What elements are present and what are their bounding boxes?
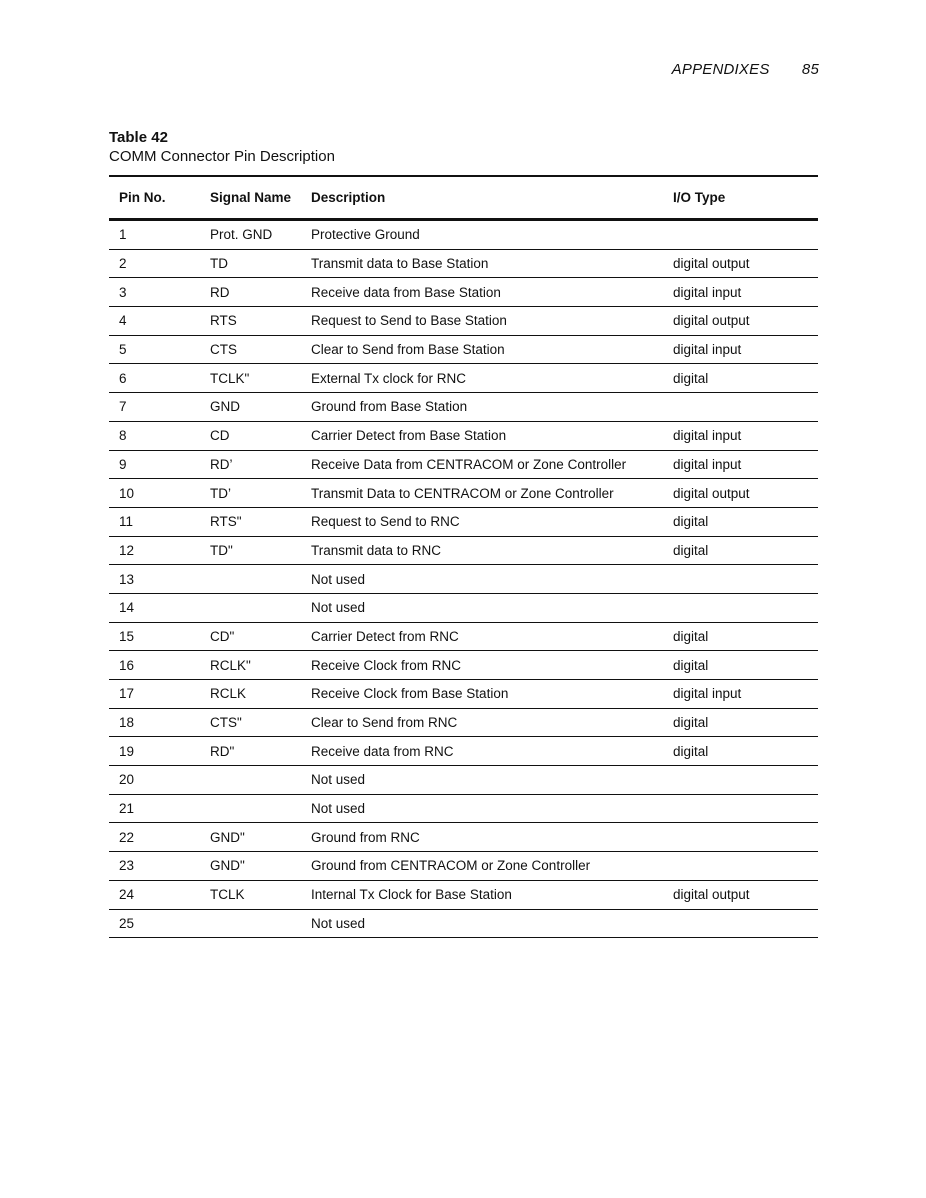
cell-signal: GND" bbox=[210, 852, 311, 881]
table-row bbox=[109, 450, 818, 479]
table-title: COMM Connector Pin Description bbox=[109, 148, 335, 165]
table-row bbox=[109, 507, 818, 536]
cell-description: Not used bbox=[311, 593, 673, 622]
cell-signal: CTS bbox=[210, 335, 311, 364]
table-row bbox=[109, 220, 818, 250]
table-body bbox=[109, 220, 818, 938]
cell-io-type: digital input bbox=[673, 421, 818, 450]
cell-description: Receive data from Base Station bbox=[311, 278, 673, 307]
cell-pin: 10 bbox=[109, 479, 210, 508]
table-row bbox=[109, 307, 818, 336]
cell-pin: 25 bbox=[109, 909, 210, 938]
cell-description: Not used bbox=[311, 794, 673, 823]
cell-io-type: digital bbox=[673, 507, 818, 536]
cell-signal: TD’ bbox=[210, 479, 311, 508]
cell-description: Receive Clock from Base Station bbox=[311, 680, 673, 709]
cell-io-type: digital input bbox=[673, 278, 818, 307]
column-header-description: Description bbox=[311, 176, 673, 220]
cell-io-type: digital input bbox=[673, 335, 818, 364]
cell-description: External Tx clock for RNC bbox=[311, 364, 673, 393]
cell-description: Carrier Detect from RNC bbox=[311, 622, 673, 651]
header-row bbox=[109, 176, 818, 220]
cell-pin: 11 bbox=[109, 507, 210, 536]
cell-pin: 21 bbox=[109, 794, 210, 823]
cell-io-type: digital bbox=[673, 364, 818, 393]
cell-io-type: digital output bbox=[673, 249, 818, 278]
table-row bbox=[109, 794, 818, 823]
cell-io-type: digital bbox=[673, 622, 818, 651]
cell-description: Clear to Send from RNC bbox=[311, 708, 673, 737]
cell-io-type bbox=[673, 794, 818, 823]
column-header-pin: Pin No. bbox=[109, 176, 210, 220]
table-row bbox=[109, 852, 818, 881]
table-row bbox=[109, 421, 818, 450]
cell-io-type bbox=[673, 593, 818, 622]
cell-description: Transmit data to RNC bbox=[311, 536, 673, 565]
cell-pin: 24 bbox=[109, 880, 210, 909]
cell-pin: 15 bbox=[109, 622, 210, 651]
cell-signal: TD bbox=[210, 249, 311, 278]
cell-io-type bbox=[673, 909, 818, 938]
cell-description: Transmit Data to CENTRACOM or Zone Controller bbox=[311, 479, 673, 508]
cell-description: Receive Data from CENTRACOM or Zone Controller bbox=[311, 450, 673, 479]
cell-description: Clear to Send from Base Station bbox=[311, 335, 673, 364]
table-row bbox=[109, 766, 818, 795]
cell-pin: 22 bbox=[109, 823, 210, 852]
cell-io-type: digital bbox=[673, 737, 818, 766]
cell-description: Request to Send to Base Station bbox=[311, 307, 673, 336]
cell-pin: 9 bbox=[109, 450, 210, 479]
cell-io-type: digital output bbox=[673, 880, 818, 909]
cell-signal: RCLK" bbox=[210, 651, 311, 680]
cell-signal: CD bbox=[210, 421, 311, 450]
table-row bbox=[109, 565, 818, 594]
cell-signal: TD" bbox=[210, 536, 311, 565]
cell-io-type: digital bbox=[673, 651, 818, 680]
cell-pin: 14 bbox=[109, 593, 210, 622]
cell-signal bbox=[210, 593, 311, 622]
cell-pin: 16 bbox=[109, 651, 210, 680]
cell-io-type: digital output bbox=[673, 479, 818, 508]
cell-signal: Prot. GND bbox=[210, 220, 311, 250]
table-row bbox=[109, 593, 818, 622]
table-row bbox=[109, 823, 818, 852]
cell-pin: 2 bbox=[109, 249, 210, 278]
cell-signal: CTS" bbox=[210, 708, 311, 737]
cell-io-type: digital bbox=[673, 708, 818, 737]
cell-pin: 7 bbox=[109, 393, 210, 422]
column-header-signal: Signal Name bbox=[210, 176, 311, 220]
cell-description: Receive data from RNC bbox=[311, 737, 673, 766]
table-row bbox=[109, 479, 818, 508]
cell-io-type: digital input bbox=[673, 450, 818, 479]
cell-description: Internal Tx Clock for Base Station bbox=[311, 880, 673, 909]
cell-description: Request to Send to RNC bbox=[311, 507, 673, 536]
cell-description: Not used bbox=[311, 909, 673, 938]
cell-pin: 13 bbox=[109, 565, 210, 594]
table-row bbox=[109, 651, 818, 680]
cell-pin: 23 bbox=[109, 852, 210, 881]
page-number: 85 bbox=[801, 61, 819, 78]
table-row bbox=[109, 622, 818, 651]
cell-io-type: digital output bbox=[673, 307, 818, 336]
cell-description: Not used bbox=[311, 766, 673, 795]
cell-pin: 6 bbox=[109, 364, 210, 393]
cell-signal bbox=[210, 766, 311, 795]
table-row bbox=[109, 536, 818, 565]
cell-description: Ground from Base Station bbox=[311, 393, 673, 422]
cell-description: Ground from CENTRACOM or Zone Controller bbox=[311, 852, 673, 881]
cell-signal bbox=[210, 565, 311, 594]
table-row bbox=[109, 278, 818, 307]
cell-pin: 19 bbox=[109, 737, 210, 766]
cell-pin: 12 bbox=[109, 536, 210, 565]
cell-signal: TCLK" bbox=[210, 364, 311, 393]
cell-pin: 5 bbox=[109, 335, 210, 364]
cell-io-type bbox=[673, 565, 818, 594]
cell-description: Not used bbox=[311, 565, 673, 594]
cell-pin: 4 bbox=[109, 307, 210, 336]
cell-signal: RTS" bbox=[210, 507, 311, 536]
cell-signal: RD" bbox=[210, 737, 311, 766]
cell-io-type bbox=[673, 766, 818, 795]
cell-description: Transmit data to Base Station bbox=[311, 249, 673, 278]
running-header bbox=[672, 61, 819, 78]
cell-signal: RCLK bbox=[210, 680, 311, 709]
cell-io-type bbox=[673, 393, 818, 422]
section-title: APPENDIXES bbox=[671, 61, 770, 78]
table-row bbox=[109, 335, 818, 364]
cell-signal bbox=[210, 909, 311, 938]
cell-description: Ground from RNC bbox=[311, 823, 673, 852]
table-row bbox=[109, 880, 818, 909]
cell-io-type bbox=[673, 220, 818, 250]
cell-signal bbox=[210, 794, 311, 823]
table-caption bbox=[109, 128, 335, 166]
cell-description: Receive Clock from RNC bbox=[311, 651, 673, 680]
cell-io-type: digital input bbox=[673, 680, 818, 709]
cell-signal: TCLK bbox=[210, 880, 311, 909]
cell-pin: 18 bbox=[109, 708, 210, 737]
cell-signal: RD’ bbox=[210, 450, 311, 479]
cell-signal: RTS bbox=[210, 307, 311, 336]
pin-description-table bbox=[109, 175, 818, 938]
table-row bbox=[109, 680, 818, 709]
table-label: Table 42 bbox=[109, 129, 168, 146]
cell-pin: 1 bbox=[109, 220, 210, 250]
cell-signal: GND bbox=[210, 393, 311, 422]
column-header-io-type: I/O Type bbox=[673, 176, 818, 220]
cell-pin: 17 bbox=[109, 680, 210, 709]
table-row bbox=[109, 393, 818, 422]
cell-signal: GND" bbox=[210, 823, 311, 852]
cell-io-type bbox=[673, 852, 818, 881]
table-row bbox=[109, 909, 818, 938]
table-row bbox=[109, 364, 818, 393]
cell-description: Carrier Detect from Base Station bbox=[311, 421, 673, 450]
cell-io-type: digital bbox=[673, 536, 818, 565]
cell-pin: 3 bbox=[109, 278, 210, 307]
cell-pin: 8 bbox=[109, 421, 210, 450]
cell-io-type bbox=[673, 823, 818, 852]
table-row bbox=[109, 737, 818, 766]
table-row bbox=[109, 708, 818, 737]
cell-description: Protective Ground bbox=[311, 220, 673, 250]
cell-signal: CD" bbox=[210, 622, 311, 651]
cell-pin: 20 bbox=[109, 766, 210, 795]
table-header bbox=[109, 176, 818, 220]
cell-signal: RD bbox=[210, 278, 311, 307]
table-row bbox=[109, 249, 818, 278]
